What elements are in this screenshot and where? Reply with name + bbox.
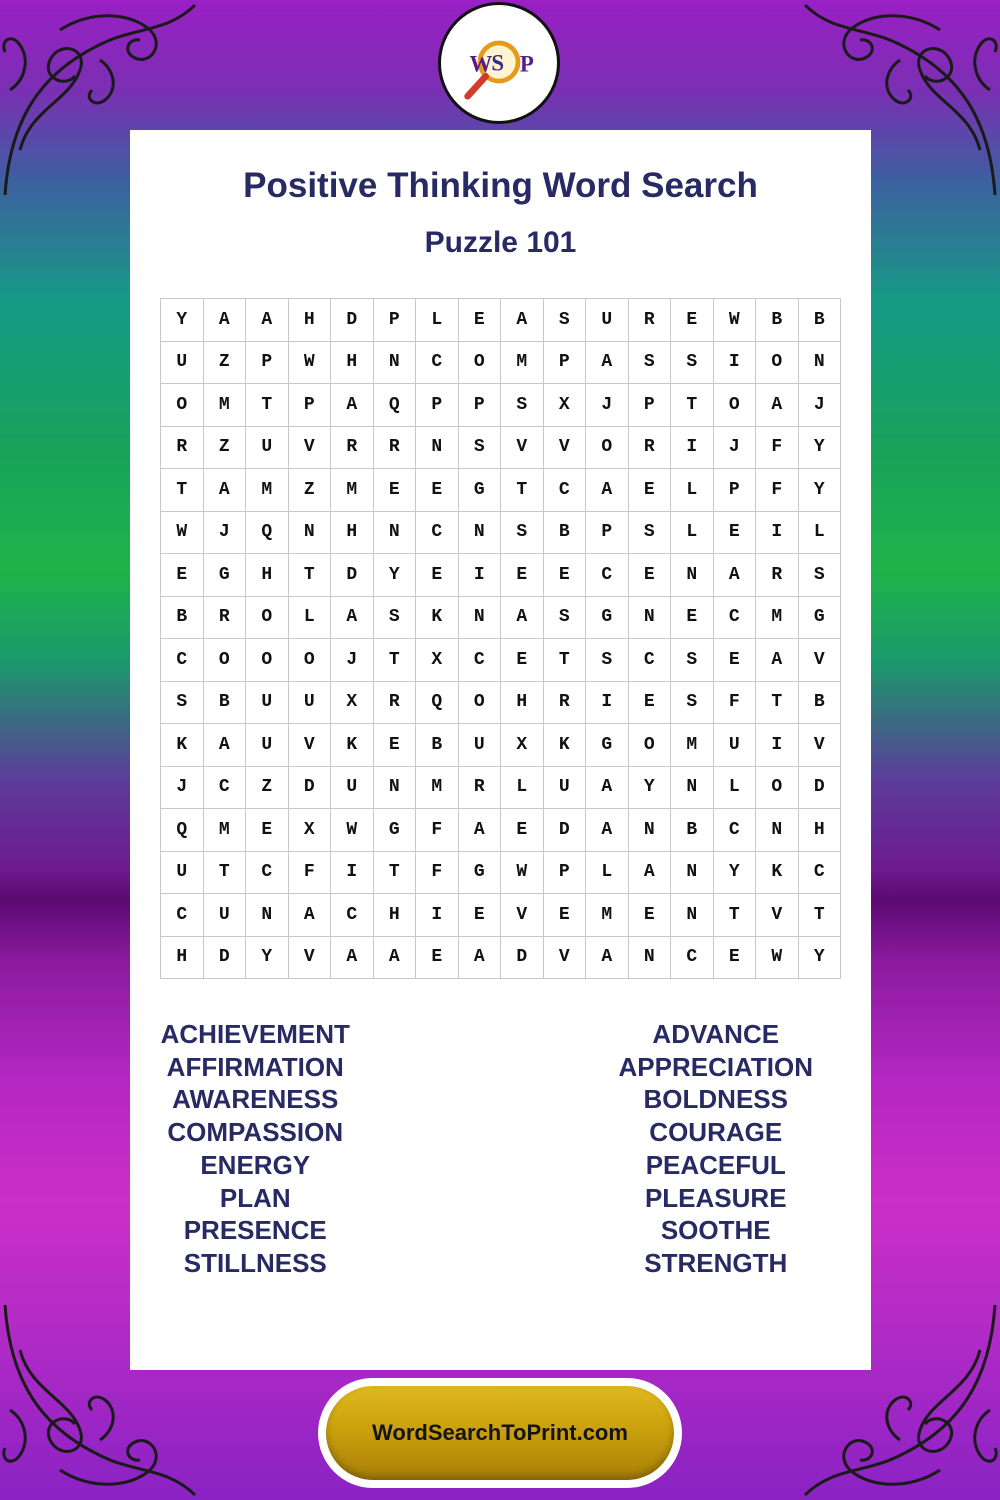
word-list-left-column xyxy=(70,1018,441,1280)
grid-cell[interactable]: V xyxy=(501,894,544,937)
grid-cell[interactable]: Q xyxy=(161,809,204,852)
grid-cell[interactable]: O xyxy=(459,342,502,385)
grid-cell[interactable]: T xyxy=(246,384,289,427)
grid-cell[interactable]: U xyxy=(289,682,332,725)
grid-cell[interactable]: L xyxy=(799,512,842,555)
grid-cell[interactable]: C xyxy=(416,342,459,385)
grid-cell[interactable]: K xyxy=(416,597,459,640)
word-list-item: STILLNESS xyxy=(183,1247,327,1278)
grid-cell[interactable]: A xyxy=(331,384,374,427)
grid-cell[interactable]: A xyxy=(501,597,544,640)
grid-cell[interactable]: A xyxy=(501,299,544,342)
grid-cell[interactable]: C xyxy=(246,852,289,895)
grid-cell[interactable]: B xyxy=(799,299,842,342)
grid-cell[interactable]: U xyxy=(161,342,204,385)
grid-cell[interactable]: N xyxy=(629,809,672,852)
grid-cell[interactable]: H xyxy=(331,512,374,555)
grid-cell[interactable]: M xyxy=(671,724,714,767)
grid-cell[interactable]: M xyxy=(756,597,799,640)
grid-cell[interactable]: V xyxy=(799,724,842,767)
grid-cell[interactable]: E xyxy=(161,554,204,597)
grid-cell[interactable]: Y xyxy=(714,852,757,895)
grid-cell[interactable]: S xyxy=(161,682,204,725)
grid-cell[interactable]: D xyxy=(544,809,587,852)
grid-cell[interactable]: H xyxy=(289,299,332,342)
grid-cell[interactable]: V xyxy=(756,894,799,937)
grid-cell[interactable]: U xyxy=(331,767,374,810)
word-list-item: BOLDNESS xyxy=(643,1084,788,1115)
grid-cell[interactable]: R xyxy=(459,767,502,810)
grid-cell[interactable]: E xyxy=(714,639,757,682)
grid-cell[interactable]: H xyxy=(246,554,289,597)
grid-cell[interactable]: F xyxy=(756,427,799,470)
grid-cell[interactable]: O xyxy=(246,639,289,682)
grid-cell[interactable]: G xyxy=(374,809,417,852)
word-list-item: PEACEFUL xyxy=(645,1149,786,1180)
grid-cell[interactable]: E xyxy=(459,299,502,342)
grid-cell[interactable]: O xyxy=(289,639,332,682)
wsp-logo[interactable] xyxy=(438,2,560,124)
grid-cell[interactable]: N xyxy=(374,342,417,385)
grid-cell[interactable]: K xyxy=(331,724,374,767)
grid-cell[interactable]: O xyxy=(714,384,757,427)
word-list-right-column xyxy=(561,1018,872,1280)
logo-letter-w: W xyxy=(469,51,493,77)
grid-cell[interactable]: C xyxy=(331,894,374,937)
grid-cell[interactable]: H xyxy=(161,937,204,980)
grid-cell[interactable]: C xyxy=(416,512,459,555)
grid-cell[interactable]: L xyxy=(714,767,757,810)
logo-letter-s: S xyxy=(491,50,505,76)
grid-cell[interactable]: N xyxy=(374,767,417,810)
grid-cell[interactable]: R xyxy=(374,427,417,470)
grid-cell[interactable]: F xyxy=(714,682,757,725)
grid-cell[interactable]: E xyxy=(501,809,544,852)
grid-cell[interactable]: O xyxy=(629,724,672,767)
grid-cell[interactable]: C xyxy=(714,597,757,640)
grid-cell[interactable]: P xyxy=(714,469,757,512)
grid-cell[interactable]: G xyxy=(586,724,629,767)
grid-cell[interactable]: C xyxy=(799,852,842,895)
grid-cell[interactable]: L xyxy=(671,469,714,512)
word-list-item: PRESENCE xyxy=(183,1215,327,1246)
grid-cell[interactable]: U xyxy=(246,427,289,470)
grid-cell[interactable]: U xyxy=(544,767,587,810)
grid-cell[interactable]: B xyxy=(161,597,204,640)
grid-cell[interactable]: E xyxy=(416,937,459,980)
grid-cell[interactable]: A xyxy=(331,597,374,640)
grid-cell[interactable]: T xyxy=(756,682,799,725)
word-list-item: APPRECIATION xyxy=(618,1051,814,1082)
grid-cell[interactable]: L xyxy=(416,299,459,342)
logo-letter-p: P xyxy=(519,51,534,77)
grid-cell[interactable]: L xyxy=(289,597,332,640)
grid-cell[interactable]: E xyxy=(501,554,544,597)
grid-cell[interactable]: A xyxy=(204,724,247,767)
grid-cell[interactable]: E xyxy=(544,554,587,597)
grid-cell[interactable]: B xyxy=(799,682,842,725)
grid-cell[interactable]: G xyxy=(459,852,502,895)
grid-cell[interactable]: U xyxy=(246,682,289,725)
grid-cell[interactable]: J xyxy=(799,384,842,427)
grid-cell[interactable]: U xyxy=(714,724,757,767)
grid-cell[interactable]: P xyxy=(586,512,629,555)
grid-cell[interactable]: A xyxy=(204,299,247,342)
grid-cell[interactable]: T xyxy=(544,639,587,682)
grid-cell[interactable]: O xyxy=(756,767,799,810)
grid-cell[interactable]: A xyxy=(246,299,289,342)
grid-cell[interactable]: W xyxy=(714,299,757,342)
grid-cell[interactable]: R xyxy=(331,427,374,470)
grid-cell[interactable]: A xyxy=(459,809,502,852)
word-list-item: AFFIRMATION xyxy=(166,1051,344,1082)
grid-cell[interactable]: R xyxy=(629,427,672,470)
word-list-item: COMPASSION xyxy=(167,1117,344,1148)
grid-cell[interactable]: J xyxy=(204,512,247,555)
grid-cell[interactable]: P xyxy=(544,852,587,895)
grid-cell[interactable]: S xyxy=(544,597,587,640)
grid-cell[interactable]: C xyxy=(671,937,714,980)
grid-cell[interactable]: N xyxy=(799,342,842,385)
grid-cell[interactable]: C xyxy=(629,639,672,682)
word-list-item: COURAGE xyxy=(649,1117,783,1148)
grid-cell[interactable]: I xyxy=(459,554,502,597)
grid-cell[interactable]: O xyxy=(459,682,502,725)
grid-cell[interactable]: A xyxy=(629,852,672,895)
grid-cell[interactable]: C xyxy=(714,809,757,852)
grid-cell[interactable]: I xyxy=(416,894,459,937)
word-list-item: AWARENESS xyxy=(172,1084,339,1115)
grid-cell[interactable]: L xyxy=(671,512,714,555)
grid-cell[interactable]: U xyxy=(459,724,502,767)
grid-cell[interactable]: N xyxy=(289,512,332,555)
grid-cell[interactable]: K xyxy=(544,724,587,767)
grid-cell[interactable]: Y xyxy=(629,767,672,810)
grid-cell[interactable]: B xyxy=(204,682,247,725)
grid-cell[interactable]: I xyxy=(586,682,629,725)
grid-cell[interactable]: M xyxy=(204,384,247,427)
grid-cell[interactable]: X xyxy=(544,384,587,427)
grid-cell[interactable]: S xyxy=(671,342,714,385)
grid-cell[interactable]: S xyxy=(501,384,544,427)
grid-cell[interactable]: X xyxy=(501,724,544,767)
grid-cell[interactable]: N xyxy=(416,427,459,470)
grid-cell[interactable]: A xyxy=(586,342,629,385)
grid-cell[interactable]: E xyxy=(671,299,714,342)
grid-cell[interactable]: W xyxy=(501,852,544,895)
footer-badge xyxy=(318,1378,682,1488)
grid-cell[interactable]: G xyxy=(459,469,502,512)
grid-cell[interactable]: X xyxy=(416,639,459,682)
grid-cell[interactable]: V xyxy=(544,937,587,980)
grid-cell[interactable]: E xyxy=(714,512,757,555)
grid-cell[interactable]: N xyxy=(459,512,502,555)
grid-cell[interactable]: W xyxy=(161,512,204,555)
grid-cell[interactable]: O xyxy=(161,384,204,427)
grid-cell[interactable]: S xyxy=(671,639,714,682)
grid-cell[interactable]: N xyxy=(671,852,714,895)
grid-cell[interactable]: F xyxy=(416,852,459,895)
grid-cell[interactable]: E xyxy=(629,469,672,512)
grid-cell[interactable]: J xyxy=(331,639,374,682)
grid-cell[interactable]: G xyxy=(204,554,247,597)
grid-cell[interactable]: O xyxy=(756,342,799,385)
grid-cell[interactable]: T xyxy=(671,384,714,427)
grid-cell[interactable]: Y xyxy=(799,427,842,470)
grid-cell[interactable]: I xyxy=(331,852,374,895)
grid-cell[interactable]: F xyxy=(416,809,459,852)
grid-cell[interactable]: K xyxy=(161,724,204,767)
word-list-item: ACHIEVEMENT xyxy=(160,1019,350,1049)
grid-cell[interactable]: Z xyxy=(246,767,289,810)
grid-cell[interactable]: W xyxy=(756,937,799,980)
grid-cell[interactable]: D xyxy=(289,767,332,810)
letter-grid xyxy=(160,298,841,979)
grid-cell[interactable]: E xyxy=(416,554,459,597)
grid-cell[interactable]: Z xyxy=(289,469,332,512)
grid-cell[interactable]: S xyxy=(544,299,587,342)
grid-cell[interactable]: E xyxy=(459,894,502,937)
grid-cell[interactable]: H xyxy=(374,894,417,937)
grid-cell[interactable]: H xyxy=(331,342,374,385)
grid-cell[interactable]: A xyxy=(756,384,799,427)
grid-cell[interactable]: M xyxy=(501,342,544,385)
grid-cell[interactable]: S xyxy=(501,512,544,555)
grid-cell[interactable]: T xyxy=(161,469,204,512)
grid-cell[interactable]: Q xyxy=(374,384,417,427)
puzzle-card xyxy=(130,130,871,1370)
grid-cell[interactable]: C xyxy=(161,639,204,682)
puzzle-number: Puzzle 101 xyxy=(424,226,577,259)
grid-cell[interactable]: S xyxy=(799,554,842,597)
grid-cell[interactable]: D xyxy=(331,299,374,342)
grid-cell[interactable]: R xyxy=(374,682,417,725)
grid-cell[interactable]: R xyxy=(204,597,247,640)
grid-cell[interactable]: A xyxy=(586,937,629,980)
grid-cell[interactable]: C xyxy=(161,894,204,937)
grid-cell[interactable]: W xyxy=(331,809,374,852)
grid-cell[interactable]: Y xyxy=(161,299,204,342)
grid-cell[interactable]: G xyxy=(799,597,842,640)
grid-cell[interactable]: N xyxy=(756,809,799,852)
word-list xyxy=(130,1018,871,1280)
grid-cell[interactable]: T xyxy=(204,852,247,895)
grid-cell[interactable]: B xyxy=(756,299,799,342)
grid-cell[interactable]: B xyxy=(544,512,587,555)
grid-cell[interactable]: F xyxy=(756,469,799,512)
grid-cell[interactable]: I xyxy=(756,512,799,555)
grid-cell[interactable]: M xyxy=(416,767,459,810)
grid-cell[interactable]: Y xyxy=(799,937,842,980)
grid-cell[interactable]: U xyxy=(246,724,289,767)
grid-cell[interactable]: P xyxy=(459,384,502,427)
site-link-button[interactable]: WordSearchToPrint.com xyxy=(326,1386,674,1480)
word-list-item: PLEASURE xyxy=(644,1182,787,1213)
grid-cell[interactable]: Q xyxy=(416,682,459,725)
grid-cell[interactable]: V xyxy=(289,427,332,470)
grid-cell[interactable]: B xyxy=(671,809,714,852)
grid-cell[interactable]: N xyxy=(629,597,672,640)
grid-cell[interactable]: A xyxy=(331,937,374,980)
grid-cell[interactable]: P xyxy=(544,342,587,385)
grid-cell[interactable]: S xyxy=(671,682,714,725)
grid-cell[interactable]: J xyxy=(161,767,204,810)
grid-cell[interactable]: J xyxy=(714,427,757,470)
grid-cell[interactable]: T xyxy=(799,894,842,937)
grid-cell[interactable]: E xyxy=(374,724,417,767)
grid-cell[interactable]: V xyxy=(501,427,544,470)
grid-cell[interactable]: K xyxy=(756,852,799,895)
grid-cell[interactable]: R xyxy=(756,554,799,597)
grid-cell[interactable]: Y xyxy=(246,937,289,980)
grid-cell[interactable]: H xyxy=(501,682,544,725)
grid-cell[interactable]: E xyxy=(671,597,714,640)
grid-cell[interactable]: A xyxy=(459,937,502,980)
grid-cell[interactable]: T xyxy=(289,554,332,597)
grid-cell[interactable]: A xyxy=(586,767,629,810)
grid-cell[interactable]: N xyxy=(374,512,417,555)
grid-cell[interactable]: Z xyxy=(204,342,247,385)
grid-cell[interactable]: E xyxy=(544,894,587,937)
grid-cell[interactable]: S xyxy=(586,639,629,682)
grid-cell[interactable]: M xyxy=(586,894,629,937)
grid-cell[interactable]: Y xyxy=(799,469,842,512)
grid-cell[interactable]: L xyxy=(501,767,544,810)
grid-cell[interactable]: A xyxy=(756,639,799,682)
grid-cell[interactable]: V xyxy=(289,724,332,767)
grid-cell[interactable]: D xyxy=(501,937,544,980)
grid-cell[interactable]: E xyxy=(246,809,289,852)
grid-cell[interactable]: E xyxy=(629,682,672,725)
grid-cell[interactable]: R xyxy=(544,682,587,725)
grid-cell[interactable]: A xyxy=(586,809,629,852)
grid-cell[interactable]: C xyxy=(586,554,629,597)
grid-cell[interactable]: E xyxy=(374,469,417,512)
grid-cell[interactable]: N xyxy=(671,554,714,597)
grid-cell[interactable]: U xyxy=(586,299,629,342)
grid-cell[interactable]: T xyxy=(714,894,757,937)
grid-cell[interactable]: I xyxy=(671,427,714,470)
grid-cell[interactable]: R xyxy=(629,299,672,342)
grid-cell[interactable]: N xyxy=(629,937,672,980)
grid-cell[interactable]: V xyxy=(799,639,842,682)
grid-cell[interactable]: Q xyxy=(246,512,289,555)
grid-cell[interactable]: I xyxy=(714,342,757,385)
grid-cell[interactable]: U xyxy=(204,894,247,937)
grid-cell[interactable]: P xyxy=(374,299,417,342)
grid-cell[interactable]: X xyxy=(289,809,332,852)
grid-cell[interactable]: N xyxy=(671,894,714,937)
grid-cell[interactable]: V xyxy=(289,937,332,980)
grid-cell[interactable]: V xyxy=(544,427,587,470)
grid-cell[interactable]: P xyxy=(629,384,672,427)
grid-cell[interactable]: A xyxy=(204,469,247,512)
grid-cell[interactable]: P xyxy=(416,384,459,427)
grid-cell[interactable]: E xyxy=(501,639,544,682)
grid-cell[interactable]: D xyxy=(331,554,374,597)
grid-cell[interactable]: L xyxy=(586,852,629,895)
grid-cell[interactable]: Z xyxy=(204,427,247,470)
grid-cell[interactable]: C xyxy=(459,639,502,682)
grid-cell[interactable]: C xyxy=(204,767,247,810)
grid-cell[interactable]: M xyxy=(331,469,374,512)
grid-cell[interactable]: E xyxy=(629,894,672,937)
grid-cell[interactable]: X xyxy=(331,682,374,725)
grid-cell[interactable]: S xyxy=(459,427,502,470)
grid-cell[interactable]: O xyxy=(246,597,289,640)
grid-cell[interactable]: A xyxy=(374,937,417,980)
grid-cell[interactable]: A xyxy=(714,554,757,597)
grid-cell[interactable]: Y xyxy=(374,554,417,597)
grid-cell[interactable]: S xyxy=(629,342,672,385)
grid-cell[interactable]: T xyxy=(374,852,417,895)
grid-cell[interactable]: E xyxy=(714,937,757,980)
word-list-item: SOOTHE xyxy=(660,1215,771,1246)
grid-cell[interactable]: P xyxy=(246,342,289,385)
grid-cell[interactable]: R xyxy=(161,427,204,470)
word-list-item: STRENGTH xyxy=(644,1247,788,1278)
grid-cell[interactable]: O xyxy=(204,639,247,682)
grid-cell[interactable]: E xyxy=(629,554,672,597)
grid-cell[interactable]: O xyxy=(586,427,629,470)
word-list-item: ENERGY xyxy=(200,1149,311,1180)
grid-cell[interactable]: U xyxy=(161,852,204,895)
grid-cell[interactable]: B xyxy=(416,724,459,767)
grid-cell[interactable]: P xyxy=(289,384,332,427)
grid-cell[interactable]: A xyxy=(586,469,629,512)
grid-cell[interactable]: W xyxy=(289,342,332,385)
grid-cell[interactable]: N xyxy=(246,894,289,937)
grid-cell[interactable]: E xyxy=(416,469,459,512)
grid-cell[interactable]: I xyxy=(756,724,799,767)
grid-cell[interactable]: F xyxy=(289,852,332,895)
grid-cell[interactable]: M xyxy=(204,809,247,852)
grid-cell[interactable]: M xyxy=(246,469,289,512)
grid-cell[interactable]: D xyxy=(799,767,842,810)
grid-cell[interactable]: C xyxy=(544,469,587,512)
grid-cell[interactable]: H xyxy=(799,809,842,852)
grid-cell[interactable]: J xyxy=(586,384,629,427)
grid-cell[interactable]: G xyxy=(586,597,629,640)
grid-cell[interactable]: D xyxy=(204,937,247,980)
word-list-item: ADVANCE xyxy=(652,1019,780,1049)
grid-cell[interactable]: T xyxy=(374,639,417,682)
grid-cell[interactable]: S xyxy=(374,597,417,640)
grid-cell[interactable]: T xyxy=(501,469,544,512)
puzzle-title: Positive Thinking Word Search xyxy=(243,166,758,205)
word-list-item: PLAN xyxy=(219,1182,291,1213)
grid-cell[interactable]: A xyxy=(289,894,332,937)
grid-cell[interactable]: N xyxy=(459,597,502,640)
grid-cell[interactable]: N xyxy=(671,767,714,810)
grid-cell[interactable]: S xyxy=(629,512,672,555)
